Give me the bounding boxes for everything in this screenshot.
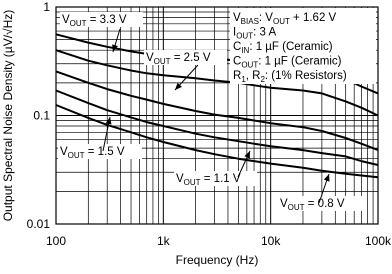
x-tick-label: 1k (156, 234, 170, 248)
x-tick-label: 100 (45, 234, 67, 248)
condition-line: $C_{OUT}$: 1 µF (Ceramic) (233, 55, 342, 70)
y-axis-label: Output Spectral Noise Density (µV/√Hz) (1, 9, 15, 222)
x-axis-label: Frequency (Hz) (175, 253, 259, 267)
annotation-arrowhead (324, 174, 330, 182)
y-tick-label: 1 (43, 0, 50, 14)
conditions-legend (233, 12, 347, 84)
y-tick-label: 0.01 (26, 217, 50, 231)
series-label-2: $V_{OUT} = 2.5$ V (146, 52, 211, 66)
series-label-1: $V_{OUT} = 3.3$ V (62, 14, 127, 28)
x-tick-label: 100k (364, 234, 392, 248)
condition-line: $V_{BIAS}$: $V_{OUT} + 1.62$ V (233, 12, 337, 26)
series-label-5: $V_{OUT} = 0.8$ V (280, 198, 345, 212)
x-tick-label: 10k (260, 234, 281, 248)
condition-line: $I_{OUT}$: 3 A (233, 26, 277, 41)
series-label-3: $V_{OUT} = 1.5$ V (60, 146, 125, 160)
condition-line: $R_1$, $R_2$: (1% Resistors) (233, 70, 347, 84)
condition-line: $C_{IN}$: 1 µF (Ceramic) (233, 41, 333, 55)
y-tick-label: 0.1 (33, 108, 50, 123)
series-label-4: $V_{OUT} = 1.1$ V (176, 173, 241, 187)
